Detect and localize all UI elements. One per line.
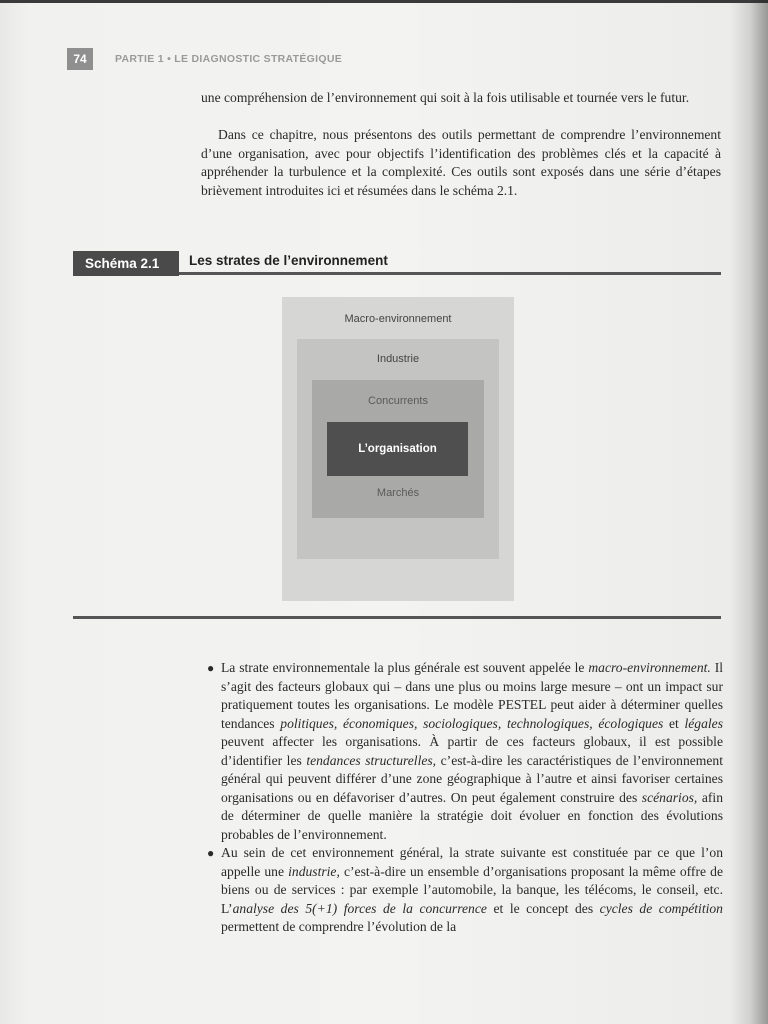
bullet-list	[207, 659, 723, 937]
page-number: 74	[67, 48, 93, 70]
bullet-dot-icon: ●	[207, 846, 215, 860]
schema-bottom-rule	[73, 616, 721, 619]
layer-label-concurrents: Concurrents	[368, 395, 428, 407]
layer-label-industrie: Industrie	[376, 353, 420, 365]
running-header	[67, 48, 342, 70]
page-gutter-shadow	[750, 0, 768, 1024]
layer-label-marches: Marchés	[376, 487, 420, 499]
intro-paragraph-2: Dans ce chapitre, nous présentons des outils permettant de comprendre l’environnement d’une organisation, avec pour objectifs l’identification des problèmes clés et la capacité à appréhender la turbulence et la complexité. Ces outils sont exposés dans une série d’étapes brièvement introduites ici et résumées dans le schéma 2.1.	[201, 127, 721, 198]
schema-heading	[73, 251, 721, 276]
schema-top-rule	[179, 272, 721, 275]
schema-label: Schéma 2.1	[73, 251, 179, 276]
layer-label-macro: Macro-environnement	[344, 313, 452, 325]
running-head-text: PARTIE 1 • LE DIAGNOSTIC STRATÉGIQUE	[115, 53, 343, 65]
bullet-item	[207, 844, 723, 937]
bullet-item	[207, 659, 723, 844]
schema-title: Les strates de l’environnement	[189, 253, 388, 268]
bullet-text: La strate environnementale la plus générale est souvent appelée le macro-environnement. Il s’agit des facteurs globaux qui – dans une plus ou moins large mesure – ont un impact sur pratiquement toutes les organisations. Le modèle PESTEL peut aider à déterminer quelles tendances politiques, économiques, sociologiques, technologiques, écologiques et légales peuvent affecter les organisations. À partir de ces facteurs globaux, il est possible d’identifier les tendances structurelles, c’est-à-dire les caractéristiques de l’environnement général qui peuvent différer d’une zone géographique à l’autre et ainsi favoriser certaines organisations ou en défavoriser d’autres. On peut également construire des scénarios, afin de déterminer de quelle manière la stratégie doit évoluer en fonction des évolutions probables de l’environnement.	[221, 660, 723, 842]
intro-paragraph-1: une compréhension de l’environnement qui soit à la fois utilisable et tournée vers le futur.	[201, 90, 690, 105]
bullet-text: Au sein de cet environnement général, la strate suivante est constituée par ce que l’on appelle une industrie, c’est-à-dire un ensemble d’organisations proposant la même offre de biens ou de services : par exemple l’automobile, la banque, les télécoms, le conseil, etc. L’analyse des 5(+1) forces de la concurrence et le concept des cycles de compétition permettent de comprendre l’évolution de la	[221, 845, 723, 934]
layer-organisation: L’organisation	[327, 422, 468, 476]
bullet-dot-icon: ●	[207, 661, 215, 675]
top-edge	[0, 0, 768, 3]
